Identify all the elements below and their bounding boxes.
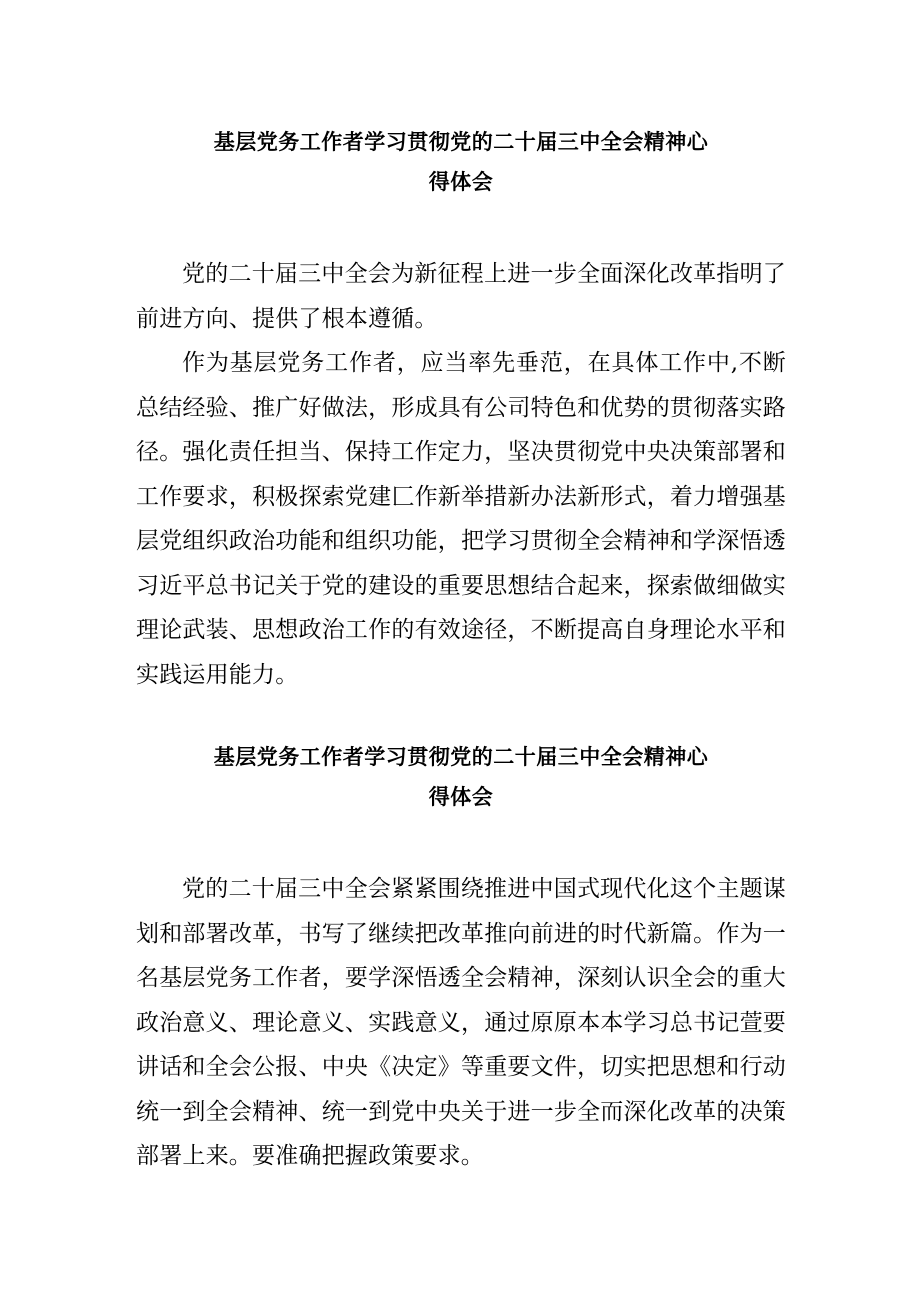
article-title bbox=[136, 122, 786, 202]
paragraph: 党的二十届三中全会紧紧围绕推进中国式现代化这个主题谋划和部署改革，书写了继续把改革推向前进的时代新篇。作为一名基层党务工作者，要学深悟透全会精神，深刻认识全会的重大政治意义、理论意义、实践意义，通过原原本本学习总书记萱要讲话和全会公报、中央《决定》等重要文件，切实把思想和行动统一到全会精神、统一到党中央关于进一步全而深化改革的决策部署上来。要准确把握政策要求。 bbox=[136, 876, 786, 1169]
article-title-line-1: 基层党务工作者学习贯彻党的二十届三中全会精神心 bbox=[213, 745, 709, 769]
article-title-line-1: 基层党务工作者学习贯彻党的二十届三中全会精神心 bbox=[213, 130, 709, 154]
article-title-line-2: 得体会 bbox=[428, 170, 494, 194]
paragraph: 党的二十届三中全会为新征程上进一步全面深化改革指明了前进方向、提供了根本遵循。 bbox=[136, 261, 786, 332]
article-section-2 bbox=[136, 737, 786, 1179]
paragraph: 作为基层党务工作者，应当率先垂范，在具体工作中,不断总结经验、推广好做法，形成具有公司特色和优势的贯彻落实路径。强化责任担当、保持工作定力，坚决贯彻党中央决策部署和工作要求，积极探索党建匚作新举措新办法新形式，着力增强基层党组织政治功能和组织功能，把学习贯彻全会精神和学深悟透习近平总书记关于党的建设的重要思想结合起来，探索做细做实理论武装、思想政治工作的有效途径，不断提高自身理论水平和实践运用能力。 bbox=[136, 350, 786, 688]
article-body bbox=[136, 252, 786, 697]
article-section-1 bbox=[136, 122, 786, 697]
article-title bbox=[136, 737, 786, 817]
article-body bbox=[136, 867, 786, 1179]
article-title-line-2: 得体会 bbox=[428, 785, 494, 809]
